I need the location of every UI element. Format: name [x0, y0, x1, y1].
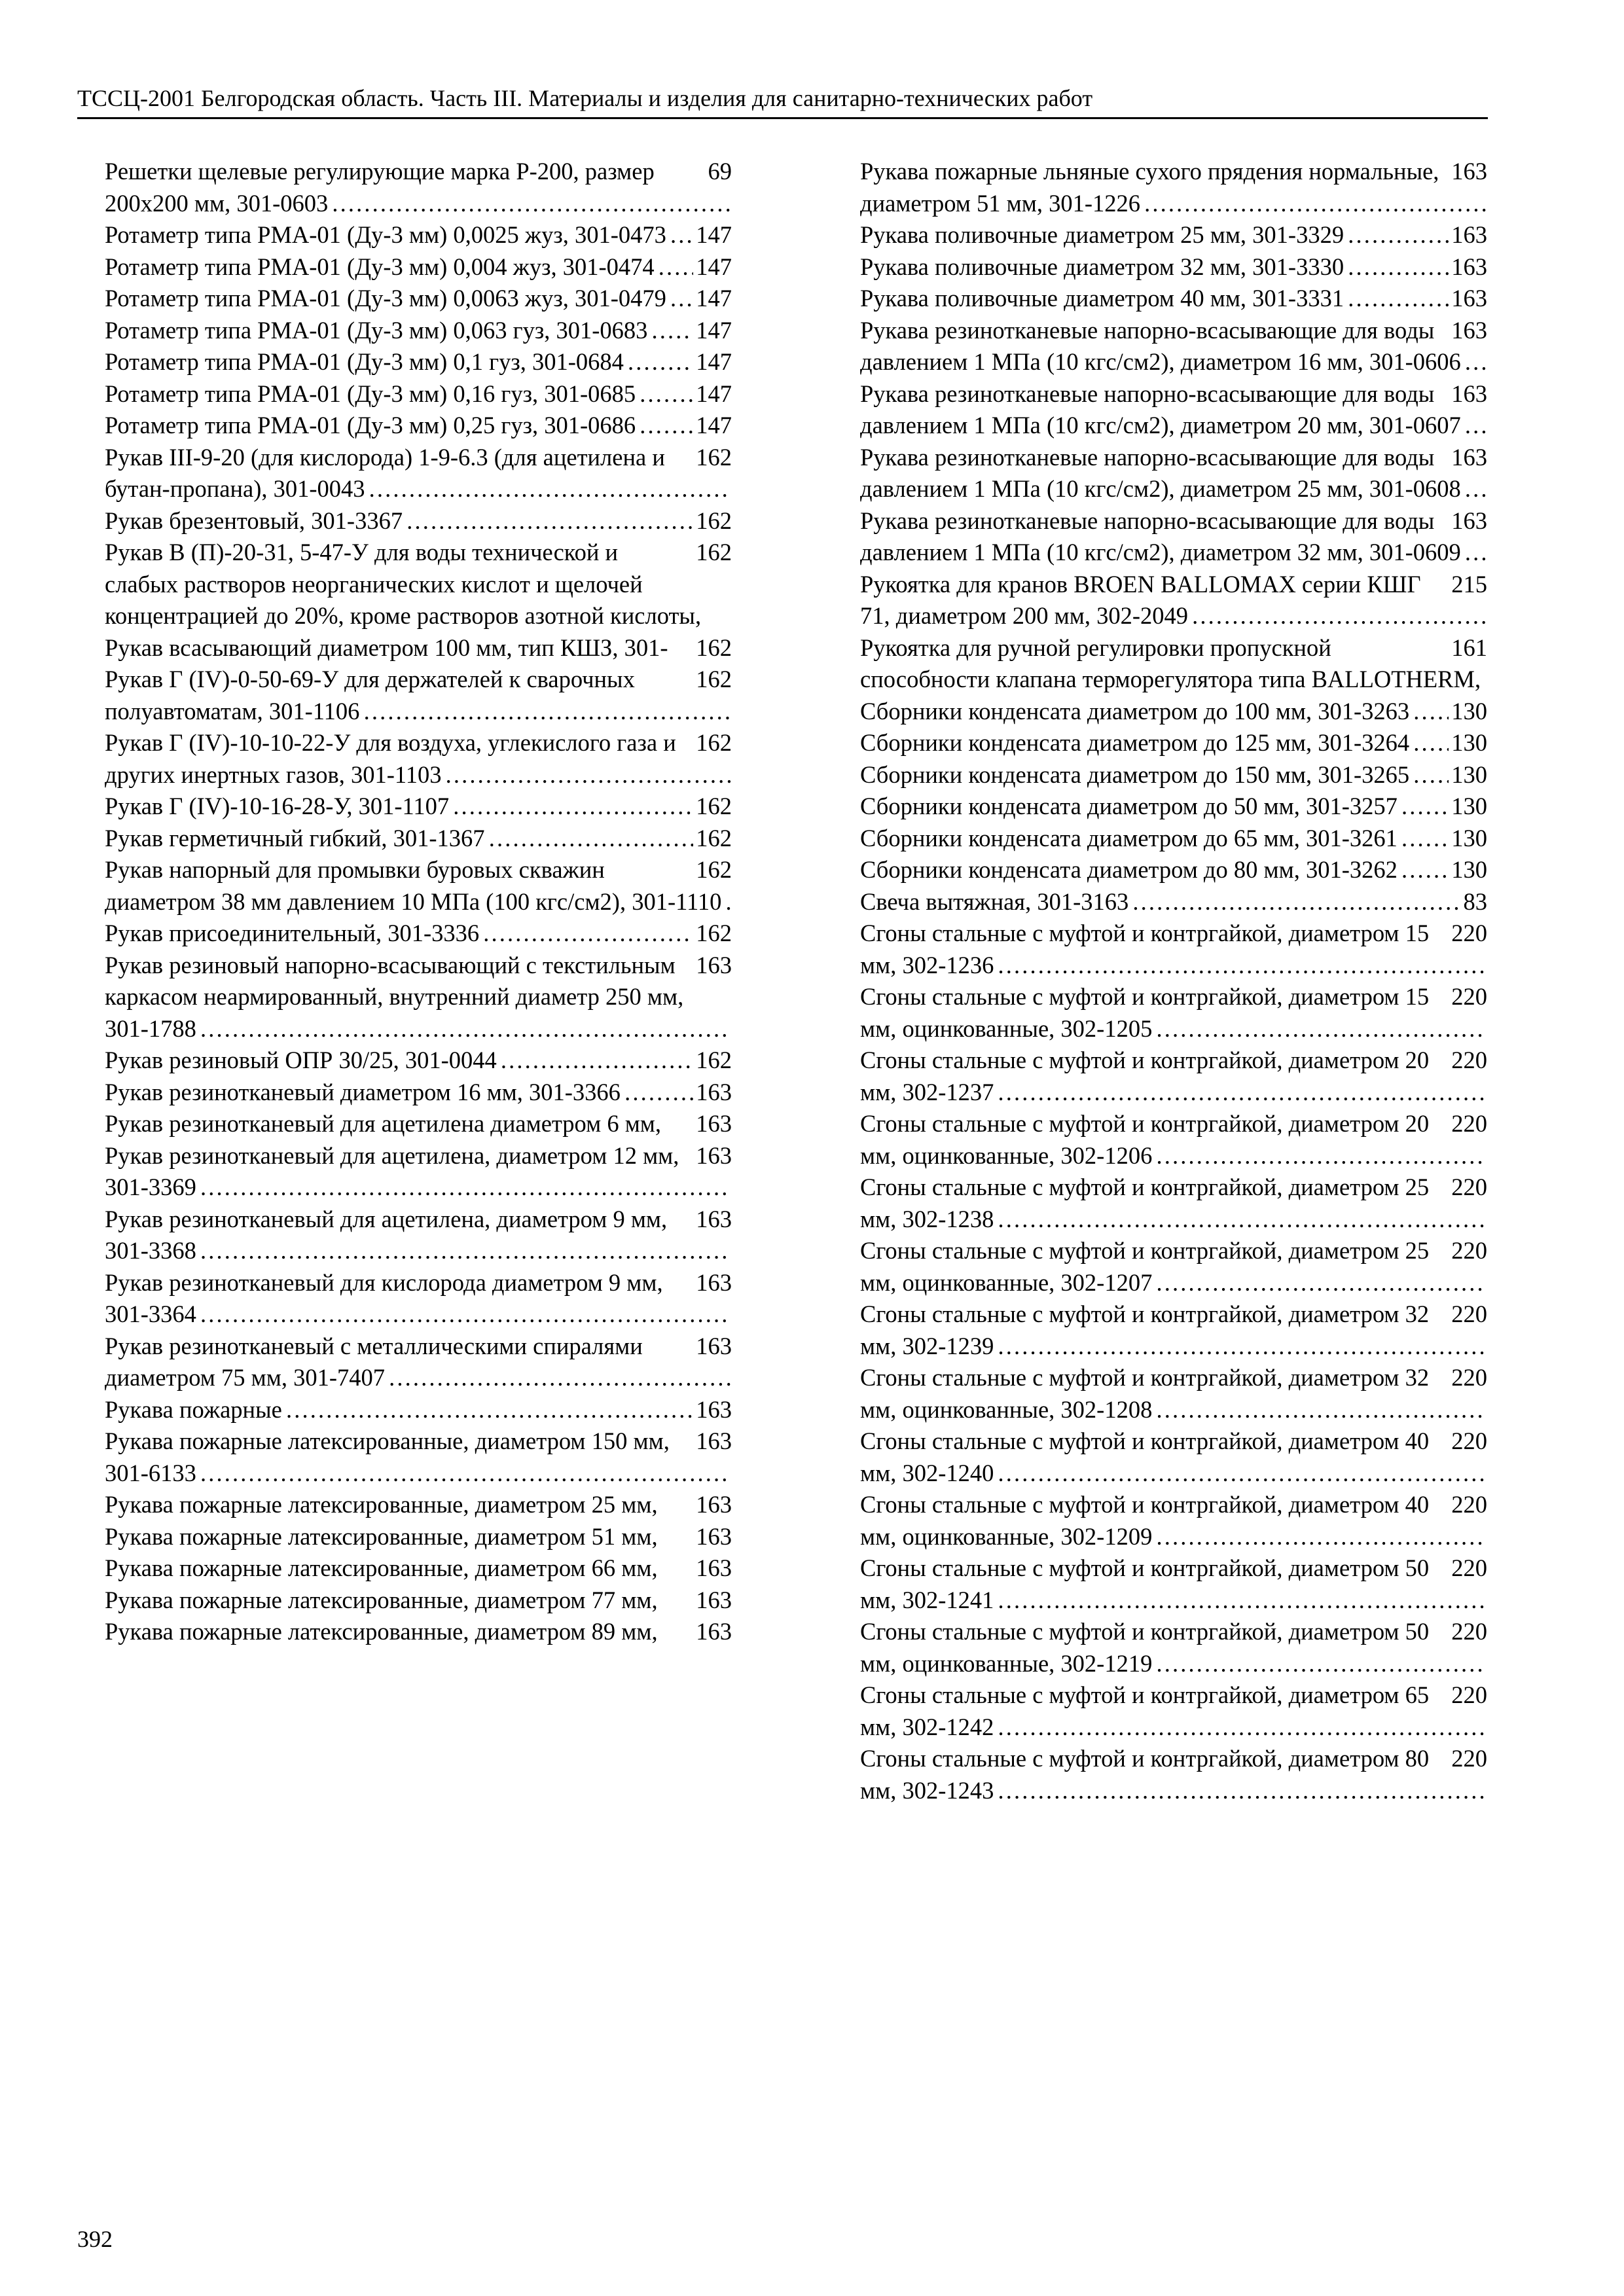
entry-text: Рукав резинотканевый для ацетилена, диаметром 9 мм, 301-3368 . . . . . . . . . . . . . . . . . . . . . . . . . . . . . . . . . . . . . . . . . . . . . . . . . . . . . . . . . . . . . . . . . .	[105, 1205, 726, 1264]
entry-text: Рукав В (П)-20-31, 5-47-У для воды технической и слабых растворов неорганических кислот и щелочей концентрацией до 20%, кроме растворов азотной кислоты,	[105, 539, 702, 629]
index-entry	[77, 1394, 732, 1426]
entry-page-ref: 130	[1451, 793, 1487, 819]
index-entry	[833, 251, 1487, 283]
entry-page-ref: 163	[1451, 221, 1487, 248]
entry-text: Рукав резинотканевый диаметром 16 мм, 301-3366 . . .	[105, 1077, 693, 1109]
entry-page-ref: 220	[1449, 1362, 1487, 1394]
entry-page-ref: 162	[693, 664, 732, 696]
index-entry	[833, 696, 1487, 728]
entry-page-ref: 220	[1449, 1552, 1487, 1585]
entry-text: Сгоны стальные с муфтой и контргайкой, диаметром 50 мм, 302-1241 . . . . . . . . . . . . . . . . . . . . . . . . . . . . . . . . . . . . . . . . . . . . . . . . . . . . . . . . . . . . .	[860, 1554, 1483, 1613]
entry-text: Рукав резиновый напорно-всасывающий с текстильным каркасом неармированный, внутренний диаметр 250 мм, 301-1788 . . . . . . . . . . . . . . . . . . . . . . . . . . . . . . . . . . . . . . . . . . . . . . . . . . . . . . . . . . . . . . . . . .	[105, 951, 726, 1042]
index-entry	[77, 219, 732, 251]
entry-text: Ротаметр типа РМА-01 (Ду-3 мм) 0,16 гуз, 301-0685 . . .	[105, 378, 693, 410]
index-entry	[77, 1585, 732, 1617]
index-column-right	[833, 156, 1487, 1806]
index-entry	[77, 950, 732, 1045]
index-entry	[77, 727, 732, 791]
entry-text: Сборники конденсата диаметром до 65 мм, 301-3261 . . .	[860, 823, 1449, 855]
entry-text: Сгоны стальные с муфтой и контргайкой, диаметром 15 мм, 302-1236 . . . . . . . . . . . . . . . . . . . . . . . . . . . . . . . . . . . . . . . . . . . . . . . . . . . . . . . . . . . . .	[860, 920, 1483, 978]
entry-page-ref: 163	[1449, 378, 1487, 410]
entry-text: Сгоны стальные с муфтой и контргайкой, диаметром 32 мм, оцинкованные, 302-1208 . . . . . . . . . . . . . . . . . . . . . . . . . . . . . . . . . . . . . . . . .	[860, 1364, 1481, 1423]
index-entry	[833, 569, 1487, 632]
entry-text: Сгоны стальные с муфтой и контргайкой, диаметром 25 мм, 302-1238 . . . . . . . . . . . . . . . . . . . . . . . . . . . . . . . . . . . . . . . . . . . . . . . . . . . . . . . . . . . . .	[860, 1174, 1483, 1232]
entry-page-ref: 162	[696, 793, 732, 819]
entry-page-ref: 130	[1451, 824, 1487, 852]
entry-text: Рукава поливочные диаметром 40 мм, 301-3331 . . .	[860, 283, 1449, 315]
entry-page-ref: 220	[1449, 1426, 1487, 1458]
entry-page-ref: 147	[696, 316, 732, 344]
index-entry	[833, 759, 1487, 791]
index-entry	[77, 1489, 732, 1521]
index-entry	[833, 886, 1487, 918]
entry-text: Рукав всасывающий диаметром 100 мм, тип КШЗ, 301-	[105, 634, 668, 661]
entry-page-ref: 147	[696, 253, 732, 280]
entry-text: Рукав резинотканевый с металлическими спиралями диаметром 75 мм, 301-7407 . . . . . . . . . . . . . . . . . . . . . . . . . . . . . . . . . . . . . . . . . . .	[105, 1332, 730, 1391]
entry-text: Решетки щелевые регулирующие марка Р-200, размер 200х200 мм, 301-0603 . . . . . . . . . . . . . . . . . . . . . . . . . . . . . . . . . . . . . . . . . . . . . . . . . .	[105, 158, 729, 217]
index-column-left	[77, 156, 732, 1648]
entry-page-ref: 147	[696, 380, 732, 407]
entry-text: Рукав резинотканевый для ацетилена диаметром 6 мм,	[105, 1110, 662, 1137]
entry-page-ref: 130	[1451, 697, 1487, 725]
entry-page-ref: 163	[696, 1078, 732, 1105]
entry-text: Рукава пожарные латексированные, диаметром 150 мм, 301-6133 . . . . . . . . . . . . . . . . . . . . . . . . . . . . . . . . . . . . . . . . . . . . . . . . . . . . . . . . . . . . . . . . . .	[105, 1427, 726, 1486]
index-entry	[77, 854, 732, 918]
index-entry	[833, 442, 1487, 505]
entry-page-ref: 163	[1449, 156, 1487, 188]
entry-page-ref: 163	[693, 1552, 732, 1585]
entry-text: Рукав присоединительный, 301-3336 . . .	[105, 918, 693, 950]
index-entry	[833, 632, 1487, 696]
entry-text: Рукав Г (IV)-10-10-22-У для воздуха, углекислого газа и других инертных газов, 301-1103 . . . . . . . . . . . . . . . . . . . . . . . . . . . . . . . . . . . .	[105, 729, 731, 788]
index-entry	[833, 283, 1487, 315]
entry-text: Рукава пожарные латексированные, диаметром 66 мм,	[105, 1554, 658, 1581]
index-entry	[833, 1045, 1487, 1108]
index-entry	[77, 918, 732, 950]
entry-text: Сборники конденсата диаметром до 80 мм, 301-3262 . . .	[860, 854, 1449, 886]
entry-text: Рукава резинотканевые напорно-всасывающие для воды давлением 1 МПа (10 кгс/см2), диаметром 16 мм, 301-0606 . . .	[860, 316, 1485, 375]
index-entry	[77, 1140, 732, 1204]
index-entry	[77, 1521, 732, 1553]
index-entry	[833, 854, 1487, 886]
entry-text: Сгоны стальные с муфтой и контргайкой, диаметром 20 мм, оцинкованные, 302-1206 . . . . . . . . . . . . . . . . . . . . . . . . . . . . . . . . . . . . . . . . .	[860, 1110, 1481, 1169]
entry-text: Сгоны стальные с муфтой и контргайкой, диаметром 40 мм, 302-1240 . . . . . . . . . . . . . . . . . . . . . . . . . . . . . . . . . . . . . . . . . . . . . . . . . . . . . . . . . . . . .	[860, 1427, 1483, 1486]
entry-page-ref: 130	[1451, 856, 1487, 883]
index-entry	[833, 1108, 1487, 1172]
index-entry	[77, 1077, 732, 1109]
index-entry	[833, 823, 1487, 855]
index-entry	[77, 1108, 732, 1140]
entry-page-ref: 163	[693, 1108, 732, 1140]
index-entry	[833, 1172, 1487, 1235]
entry-page-ref: 161	[1449, 632, 1487, 664]
entry-text: Рукав III-9-20 (для кислорода) 1-9-6.3 (для ацетилена и бутан-пропана), 301-0043 . . . . . . . . . . . . . . . . . . . . . . . . . . . . . . . . . . . . . . . . . . . . .	[105, 443, 726, 502]
index-entry	[833, 1489, 1487, 1552]
entry-page-ref: 83	[1463, 888, 1487, 915]
index-entry	[77, 1552, 732, 1585]
entry-text: Рукава резинотканевые напорно-всасывающие для воды давлением 1 МПа (10 кгс/см2), диаметром 25 мм, 301-0608 . . .	[860, 443, 1485, 502]
entry-page-ref: 163	[1449, 442, 1487, 474]
entry-text: Рукава пожарные латексированные, диаметром 51 мм,	[105, 1522, 658, 1550]
index-entry	[833, 219, 1487, 251]
entry-text: Свеча вытяжная, 301-3163 . . .	[860, 886, 1461, 918]
index-entry	[833, 1235, 1487, 1299]
index-entry	[833, 1743, 1487, 1806]
entry-page-ref: 220	[1449, 1743, 1487, 1775]
entry-page-ref: 220	[1449, 1235, 1487, 1267]
entry-page-ref: 220	[1449, 1108, 1487, 1140]
entry-text: Сборники конденсата диаметром до 150 мм, 301-3265 . . .	[860, 759, 1449, 791]
entry-text: Рукав Г (IV)-0-50-69-У для держателей к сварочных полуавтоматам, 301-1106 . . . . . . . . . . . . . . . . . . . . . . . . . . . . . . . . . . . . . . . . . . . . . .	[105, 666, 729, 725]
entry-text: Рукав резинотканевый для ацетилена, диаметром 12 мм, 301-3369 . . . . . . . . . . . . . . . . . . . . . . . . . . . . . . . . . . . . . . . . . . . . . . . . . . . . . . . . . . . . . . . . . .	[105, 1141, 726, 1200]
entry-page-ref: 163	[1449, 315, 1487, 347]
entry-text: Сгоны стальные с муфтой и контргайкой, диаметром 65 мм, 302-1242 . . . . . . . . . . . . . . . . . . . . . . . . . . . . . . . . . . . . . . . . . . . . . . . . . . . . . . . . . . . . .	[860, 1681, 1483, 1740]
entry-text: Сборники конденсата диаметром до 125 мм, 301-3264 . . .	[860, 727, 1449, 759]
index-entry	[833, 1616, 1487, 1679]
index-entry	[77, 1616, 732, 1648]
entry-page-ref: 163	[693, 1616, 732, 1648]
index-entry	[77, 1204, 732, 1267]
entry-page-ref: 163	[693, 1489, 732, 1521]
index-entry	[77, 315, 732, 347]
index-entry	[77, 1045, 732, 1077]
entry-page-ref: 147	[696, 412, 732, 439]
index-entry	[77, 251, 732, 283]
entry-text: Сгоны стальные с муфтой и контргайкой, диаметром 80 мм, 302-1243 . . . . . . . . . . . . . . . . . . . . . . . . . . . . . . . . . . . . . . . . . . . . . . . . . . . . . . . . . . . . .	[860, 1745, 1483, 1804]
entry-page-ref: 163	[693, 1140, 732, 1172]
entry-page-ref: 220	[1449, 918, 1487, 950]
entry-text: Рукав Г (IV)-10-16-28-У, 301-1107 . . .	[105, 791, 693, 823]
entry-page-ref: 69	[706, 156, 732, 188]
entry-page-ref: 162	[696, 824, 732, 852]
index-entry	[833, 1426, 1487, 1489]
entry-text: Сгоны стальные с муфтой и контргайкой, диаметром 50 мм, оцинкованные, 302-1219 . . . . . . . . . . . . . . . . . . . . . . . . . . . . . . . . . . . . . . . . .	[860, 1618, 1481, 1677]
entry-text: Рукав напорный для промывки буровых скважин диаметром 38 мм давлением 10 МПа (100 кгс/см2), 301-1110 .	[105, 856, 730, 915]
entry-page-ref: 163	[693, 1331, 732, 1363]
entry-page-ref: 163	[1449, 505, 1487, 537]
entry-page-ref: 220	[1449, 1489, 1487, 1521]
entry-text: Ротаметр типа РМА-01 (Ду-3 мм) 0,004 жуз, 301-0474 . . .	[105, 251, 693, 283]
entry-page-ref: 162	[696, 920, 732, 946]
entry-page-ref: 162	[693, 854, 732, 886]
index-entry	[77, 823, 732, 855]
index-entry	[77, 1426, 732, 1489]
entry-page-ref: 220	[1449, 1299, 1487, 1331]
index-entry	[77, 632, 732, 664]
entry-text: Ротаметр типа РМА-01 (Ду-3 мм) 0,0063 жуз, 301-0479 . . .	[105, 283, 693, 315]
header-rule	[77, 117, 1488, 119]
entry-text: Ротаметр типа РМА-01 (Ду-3 мм) 0,1 гуз, 301-0684 . . .	[105, 346, 693, 378]
entry-text: Ротаметр типа РМА-01 (Ду-3 мм) 0,063 гуз, 301-0683 . . .	[105, 315, 693, 347]
entry-page-ref: 147	[696, 285, 732, 312]
index-entry	[833, 505, 1487, 569]
entry-text: Рукав резинотканевый для кислорода диаметром 9 мм, 301-3364 . . . . . . . . . . . . . . . . . . . . . . . . . . . . . . . . . . . . . . . . . . . . . . . . . . . . . . . . . . . . . . . . . .	[105, 1268, 726, 1327]
index-entry	[77, 791, 732, 823]
entry-text: Рукава пожарные латексированные, диаметром 77 мм,	[105, 1586, 658, 1613]
entry-page-ref: 215	[1449, 569, 1487, 601]
index-entry	[77, 346, 732, 378]
entry-text: Сгоны стальные с муфтой и контргайкой, диаметром 20 мм, 302-1237 . . . . . . . . . . . . . . . . . . . . . . . . . . . . . . . . . . . . . . . . . . . . . . . . . . . . . . . . . . . . .	[860, 1047, 1483, 1105]
entry-text: Сгоны стальные с муфтой и контргайкой, диаметром 40 мм, оцинкованные, 302-1209 . . . . . . . . . . . . . . . . . . . . . . . . . . . . . . . . . . . . . . . . .	[860, 1491, 1481, 1550]
entry-page-ref: 162	[696, 1047, 732, 1073]
index-entry	[77, 1267, 732, 1331]
entry-page-ref: 220	[1449, 981, 1487, 1013]
entry-page-ref: 130	[1451, 729, 1487, 756]
entry-page-ref: 162	[693, 537, 732, 569]
entry-text: Сгоны стальные с муфтой и контргайкой, диаметром 32 мм, 302-1239 . . . . . . . . . . . . . . . . . . . . . . . . . . . . . . . . . . . . . . . . . . . . . . . . . . . . . . . . . . . . .	[860, 1300, 1483, 1359]
entry-text: Рукоятка для ручной регулировки пропускной способности клапана терморегулятора типа BALLOTHERM,	[860, 634, 1481, 692]
page-number: 392	[77, 2226, 113, 2252]
index-entry	[77, 1331, 732, 1394]
entry-page-ref: 220	[1449, 1172, 1487, 1204]
index-entry	[833, 1679, 1487, 1743]
entry-text: Сгоны стальные с муфтой и контргайкой, диаметром 25 мм, оцинкованные, 302-1207 . . . . . . . . . . . . . . . . . . . . . . . . . . . . . . . . . . . . . . . . .	[860, 1237, 1481, 1296]
entry-text: Рукава резинотканевые напорно-всасывающие для воды давлением 1 МПа (10 кгс/см2), диаметром 32 мм, 301-0609 . . .	[860, 507, 1485, 565]
entry-text: Рукава поливочные диаметром 32 мм, 301-3330 . . .	[860, 251, 1449, 283]
index-entry	[77, 410, 732, 442]
entry-page-ref: 147	[696, 221, 732, 248]
entry-text: Рукава пожарные латексированные, диаметром 89 мм,	[105, 1618, 658, 1645]
index-entry	[833, 727, 1487, 759]
entry-text: Рукава пожарные латексированные, диаметром 25 мм,	[105, 1491, 658, 1518]
index-entry	[833, 378, 1487, 442]
entry-page-ref: 162	[696, 507, 732, 534]
index-entry	[77, 156, 732, 219]
entry-text: Рукава поливочные диаметром 25 мм, 301-3329 . . .	[860, 219, 1449, 251]
entry-text: Рукоятка для кранов BROEN BALLOMAX серии КШГ 71, диаметром 200 мм, 302-2049 . . . . . . . . . . . . . . . . . . . . . . . . . . . . . . . . . . . . .	[860, 570, 1485, 629]
entry-page-ref: 163	[693, 1267, 732, 1299]
entry-text: Сгоны стальные с муфтой и контргайкой, диаметром 15 мм, оцинкованные, 302-1205 . . . . . . . . . . . . . . . . . . . . . . . . . . . . . . . . . . . . . . . . .	[860, 983, 1481, 1042]
entry-page-ref: 163	[1451, 253, 1487, 280]
entry-text: Рукав резиновый ОПР 30/25, 301-0044 . . .	[105, 1045, 693, 1077]
entry-text: Сборники конденсата диаметром до 50 мм, 301-3257 . . .	[860, 791, 1449, 823]
entry-page-ref: 163	[1451, 285, 1487, 312]
entry-page-ref: 163	[693, 950, 732, 982]
index-entry	[833, 1362, 1487, 1426]
index-entry	[77, 505, 732, 537]
entry-text: Рукава резинотканевые напорно-всасывающие для воды давлением 1 МПа (10 кгс/см2), диаметром 20 мм, 301-0607 . . .	[860, 380, 1485, 439]
entry-page-ref: 162	[693, 632, 732, 664]
index-entry	[833, 1552, 1487, 1616]
index-entry	[833, 1299, 1487, 1362]
index-entry	[77, 378, 732, 410]
index-entry	[833, 981, 1487, 1045]
entry-page-ref: 162	[693, 442, 732, 474]
index-entry	[833, 918, 1487, 981]
index-entry	[833, 315, 1487, 378]
entry-text: Ротаметр типа РМА-01 (Ду-3 мм) 0,25 гуз, 301-0686 . . .	[105, 410, 693, 442]
entry-page-ref: 163	[693, 1521, 732, 1553]
index-entry	[77, 442, 732, 505]
index-entry	[833, 156, 1487, 219]
entry-page-ref: 163	[693, 1204, 732, 1236]
entry-page-ref: 163	[693, 1426, 732, 1458]
entry-page-ref: 162	[693, 727, 732, 759]
entry-page-ref: 163	[693, 1585, 732, 1617]
index-entry	[77, 537, 732, 632]
entry-text: Ротаметр типа РМА-01 (Ду-3 мм) 0,0025 жуз, 301-0473 . . .	[105, 219, 693, 251]
index-entry	[77, 283, 732, 315]
index-entry	[77, 664, 732, 727]
entry-text: Рукава пожарные . . .	[105, 1394, 693, 1426]
running-header: ТССЦ-2001 Белгородская область. Часть III. Материалы и изделия для санитарно-технических работ	[77, 85, 1093, 111]
entry-text: Рукав брезентовый, 301-3367 . . .	[105, 505, 693, 537]
index-entry	[833, 791, 1487, 823]
entry-text: Рукава пожарные льняные сухого прядения нормальные, диаметром 51 мм, 301-1226 . . . . . . . . . . . . . . . . . . . . . . . . . . . . . . . . . . . . . . . . . . .	[860, 158, 1485, 217]
entry-page-ref: 147	[696, 348, 732, 375]
entry-text: Рукав герметичный гибкий, 301-1367 . . .	[105, 823, 693, 855]
entry-text: Сборники конденсата диаметром до 100 мм, 301-3263 . . .	[860, 696, 1449, 728]
entry-page-ref: 220	[1449, 1679, 1487, 1712]
entry-page-ref: 130	[1451, 761, 1487, 788]
entry-page-ref: 220	[1449, 1616, 1487, 1648]
entry-page-ref: 220	[1449, 1045, 1487, 1077]
entry-page-ref: 163	[696, 1395, 732, 1423]
